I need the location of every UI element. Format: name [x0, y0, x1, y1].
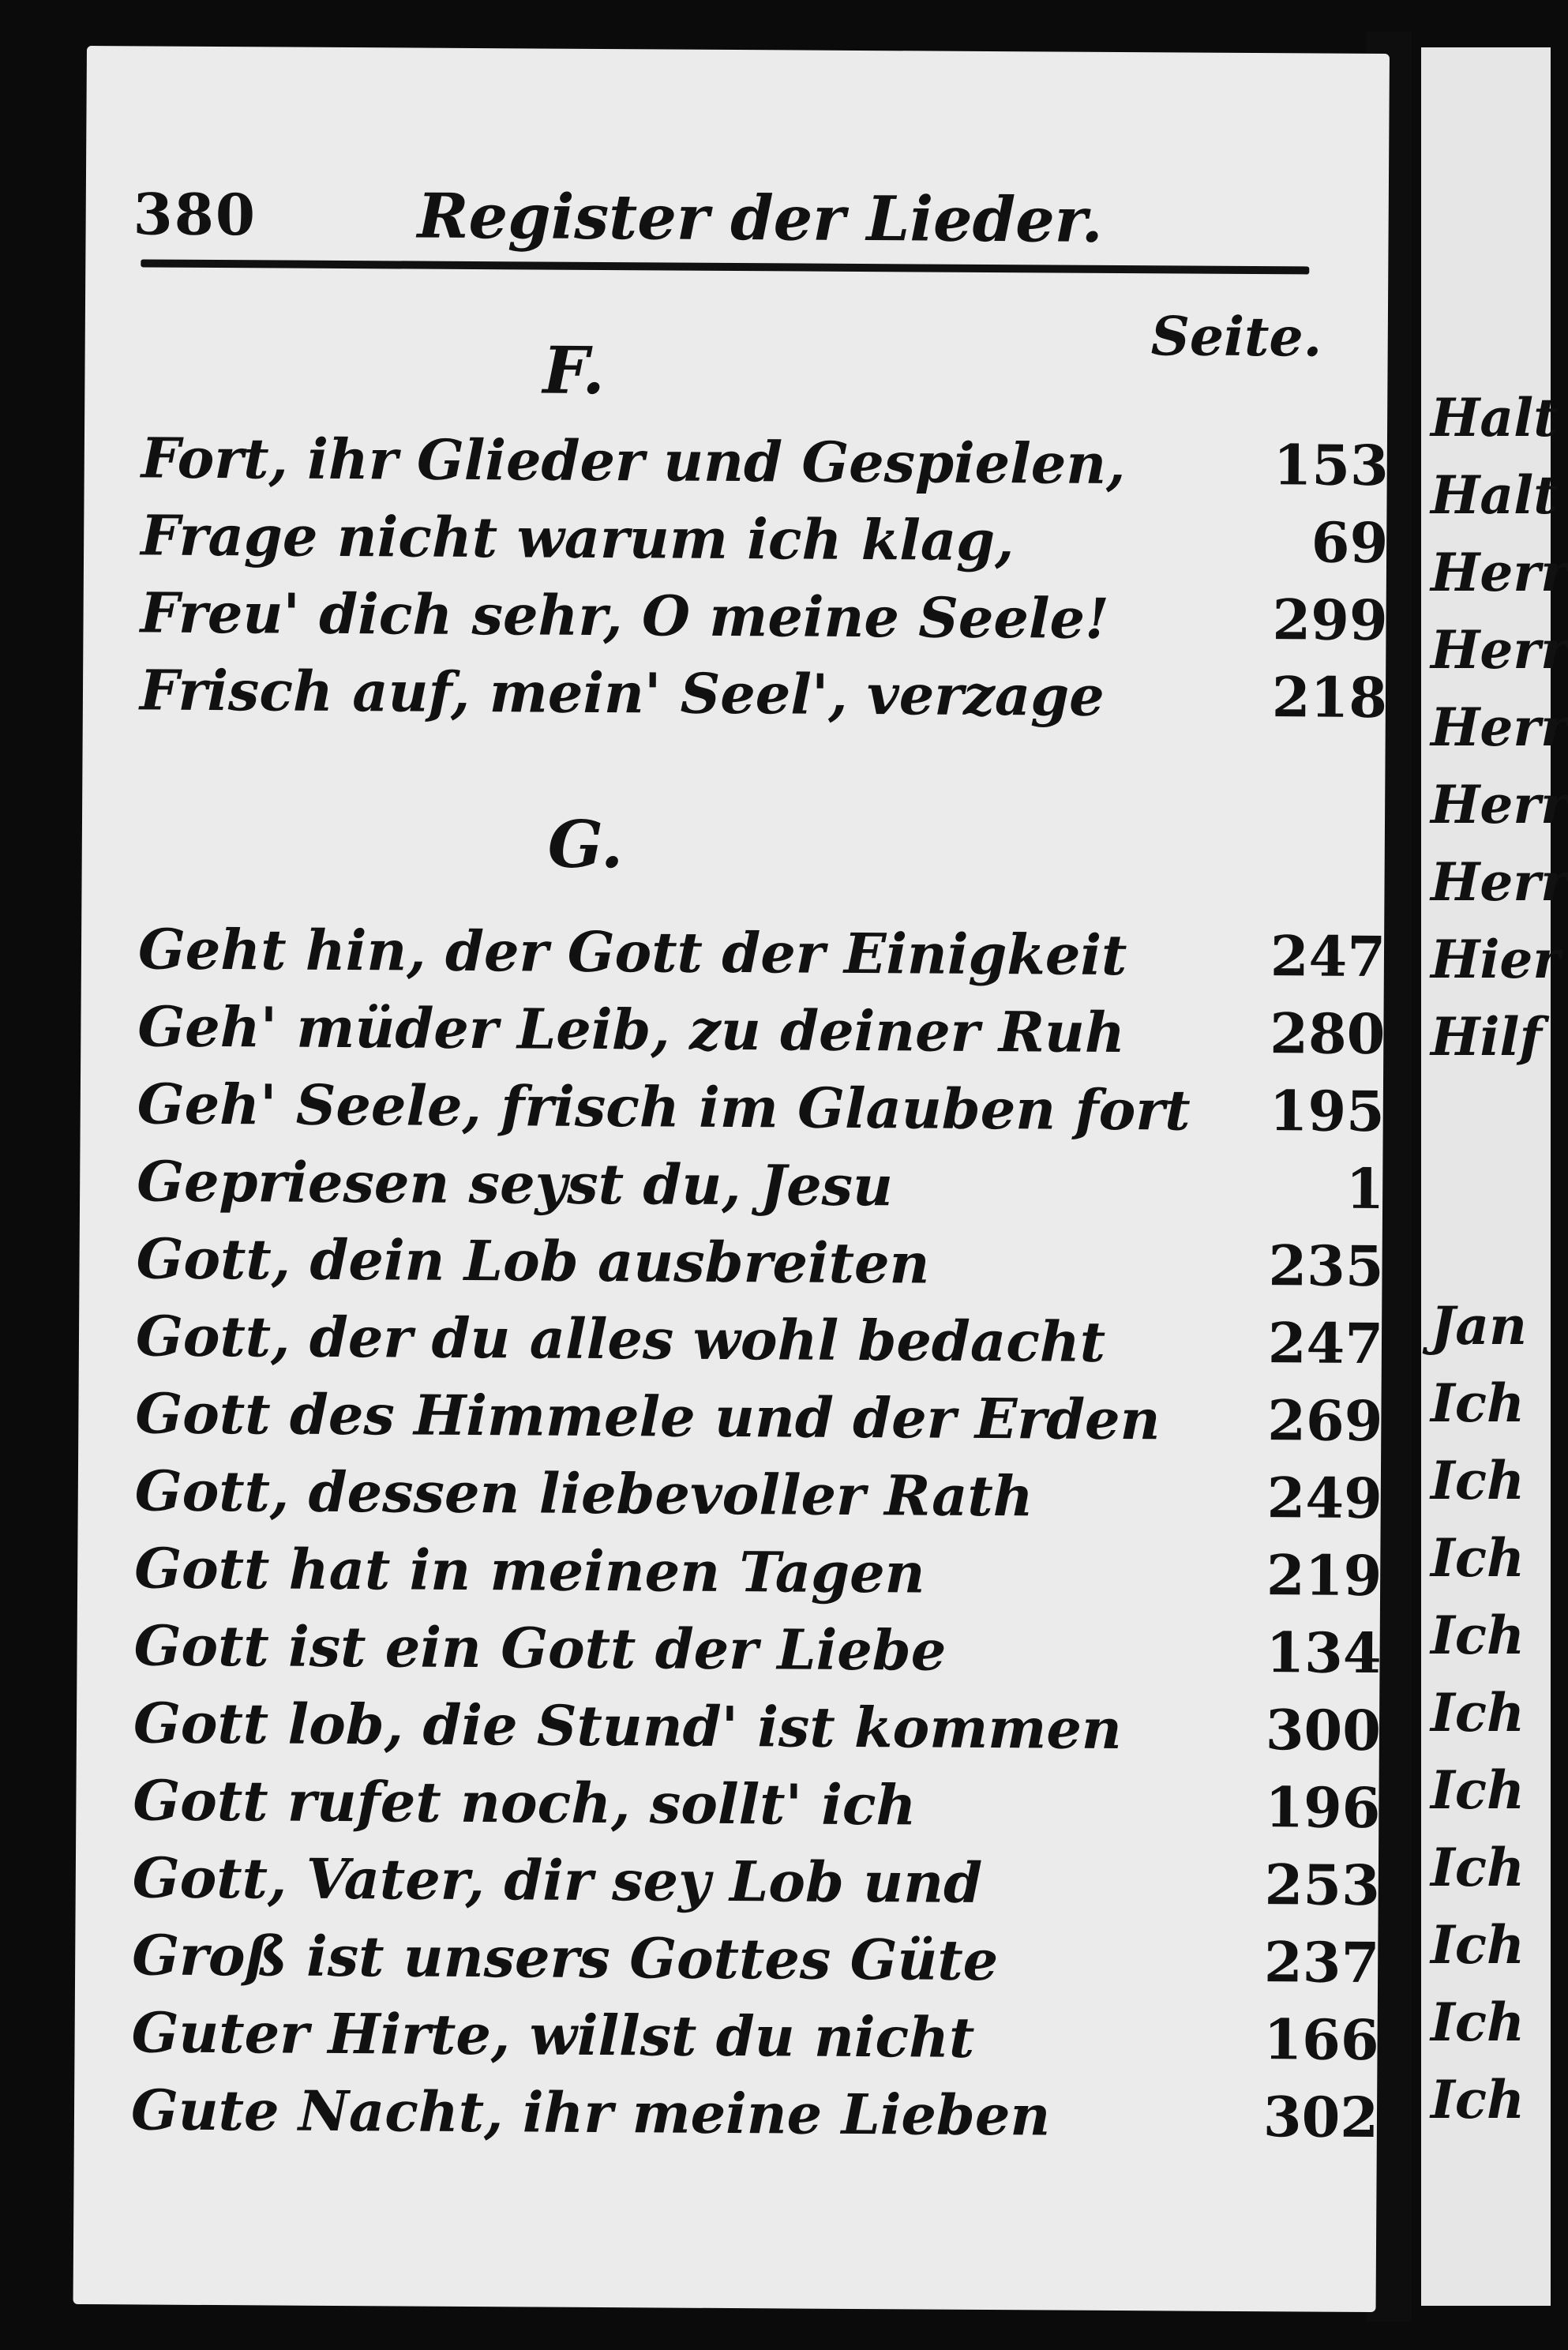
song-title: Geh' Seele, frisch im Glauben fort — [137, 1071, 1191, 1143]
page-reference: 1 — [1345, 1155, 1385, 1222]
song-title: Frisch auf, mein' Seel', verzage — [139, 657, 1105, 729]
index-entry — [133, 1845, 1381, 1927]
song-title: Frage nicht warum ich klag, — [140, 502, 1015, 574]
page-reference: 235 — [1268, 1233, 1384, 1300]
index-entry — [137, 993, 1386, 1076]
song-title: Gott, dessen liebevoller Rath — [134, 1458, 1033, 1530]
header-rule — [141, 259, 1309, 274]
index-entry — [135, 1458, 1383, 1540]
index-entry — [140, 657, 1388, 739]
facing-page-fragment: Hier — [1431, 929, 1561, 990]
index-entry — [135, 1380, 1383, 1462]
song-title: Gepriesen seyst du, Jesu — [136, 1148, 894, 1219]
page-reference: 69 — [1311, 509, 1389, 576]
page-reference: 302 — [1262, 2084, 1379, 2151]
facing-page-fragment: Herr — [1431, 542, 1568, 603]
page-reference: 219 — [1266, 1542, 1382, 1609]
index-entry — [136, 1226, 1384, 1308]
section-letter-g: G. — [547, 806, 624, 884]
index-entry — [133, 1612, 1382, 1695]
page-reference: 195 — [1269, 1078, 1386, 1145]
facing-page-fragment: Herr — [1431, 774, 1568, 835]
index-entry — [136, 1303, 1384, 1385]
running-title: Register der Lieder. — [417, 180, 1104, 257]
index-entry — [137, 1148, 1385, 1230]
page-reference: 249 — [1266, 1465, 1383, 1532]
page-reference: 218 — [1271, 664, 1388, 731]
register-page — [73, 46, 1390, 2312]
index-entry — [141, 425, 1389, 507]
song-title: Geht hin, der Gott der Einigkeit — [137, 916, 1127, 989]
facing-page-fragment: Ich — [1431, 1605, 1525, 1666]
facing-page-fragment: Ich — [1431, 1914, 1525, 1976]
page-reference: 237 — [1263, 1929, 1380, 1996]
song-title: Gott des Himmele und der Erden — [135, 1380, 1161, 1453]
facing-page-fragment: Ich — [1431, 1450, 1525, 1511]
song-title: Guter Hirte, willst du nicht — [131, 1999, 975, 2070]
facing-page-fragment: Ich — [1431, 2069, 1525, 2130]
song-title: Groß ist unsers Gottes Güte — [131, 1922, 999, 1994]
index-entry — [140, 580, 1388, 662]
facing-page-fragment: Ich — [1431, 1372, 1525, 1434]
page-reference: 299 — [1272, 587, 1388, 654]
page-reference: 153 — [1273, 432, 1390, 499]
page-reference: 300 — [1265, 1697, 1382, 1764]
index-entry — [131, 1999, 1379, 2082]
facing-page-fragment: Herr — [1431, 619, 1568, 681]
page-reference: 247 — [1270, 923, 1386, 990]
column-heading-seite: Seite. — [1150, 305, 1322, 370]
index-entry — [133, 1767, 1381, 1849]
song-title: Gute Nacht, ihr meine Lieben — [130, 2077, 1051, 2149]
facing-page-fragment: Hilf — [1431, 1006, 1542, 1068]
facing-page-fragment: Jan — [1431, 1295, 1527, 1357]
page-reference: 269 — [1267, 1387, 1383, 1455]
index-entry — [131, 2077, 1379, 2159]
index-entry — [137, 1071, 1385, 1153]
facing-page-fragment: Halt — [1431, 387, 1558, 449]
page-number: 380 — [133, 180, 257, 249]
facing-page-fragment: Ich — [1431, 1837, 1525, 1898]
song-title: Gott, der du alles wohl bedacht — [135, 1303, 1106, 1375]
page-reference: 253 — [1264, 1852, 1381, 1919]
song-title: Gott rufet noch, sollt' ich — [133, 1767, 917, 1838]
facing-page-fragment: Ich — [1431, 1682, 1525, 1744]
facing-page-fragment: Halt — [1431, 464, 1558, 526]
page-header — [133, 133, 1365, 257]
index-entry — [134, 1535, 1382, 1617]
page-reference: 166 — [1263, 2007, 1379, 2074]
index-entry — [133, 1690, 1382, 1772]
facing-page-fragment: Herr — [1431, 851, 1568, 913]
song-title: Fort, ihr Glieder und Gespielen, — [141, 425, 1126, 497]
index-entry — [138, 916, 1386, 998]
song-title: Freu' dich sehr, O meine Seele! — [140, 580, 1110, 651]
page-reference: 134 — [1266, 1620, 1382, 1687]
index-entry — [132, 1922, 1380, 2004]
song-title: Gott lob, die Stund' ist kommen — [133, 1690, 1123, 1762]
facing-page-fragment: Herr — [1431, 696, 1568, 758]
section-letter-f: F. — [542, 332, 606, 410]
page-reference: 247 — [1267, 1310, 1384, 1377]
page-reference: 196 — [1265, 1774, 1381, 1841]
song-title: Gott ist ein Gott der Liebe — [133, 1612, 947, 1684]
facing-page-fragment: Ich — [1431, 1991, 1525, 2053]
facing-page-fragment: Ich — [1431, 1759, 1525, 1821]
song-title: Gott, Vater, dir sey Lob und — [132, 1845, 983, 1916]
page-reference: 280 — [1270, 1000, 1386, 1068]
facing-page-fragment: Ich — [1431, 1527, 1525, 1589]
index-entry — [141, 502, 1389, 584]
song-title: Gott hat in meinen Tagen — [133, 1535, 925, 1606]
song-title: Geh' müder Leib, zu deiner Ruh — [137, 993, 1126, 1066]
song-title: Gott, dein Lob ausbreiten — [136, 1226, 930, 1297]
